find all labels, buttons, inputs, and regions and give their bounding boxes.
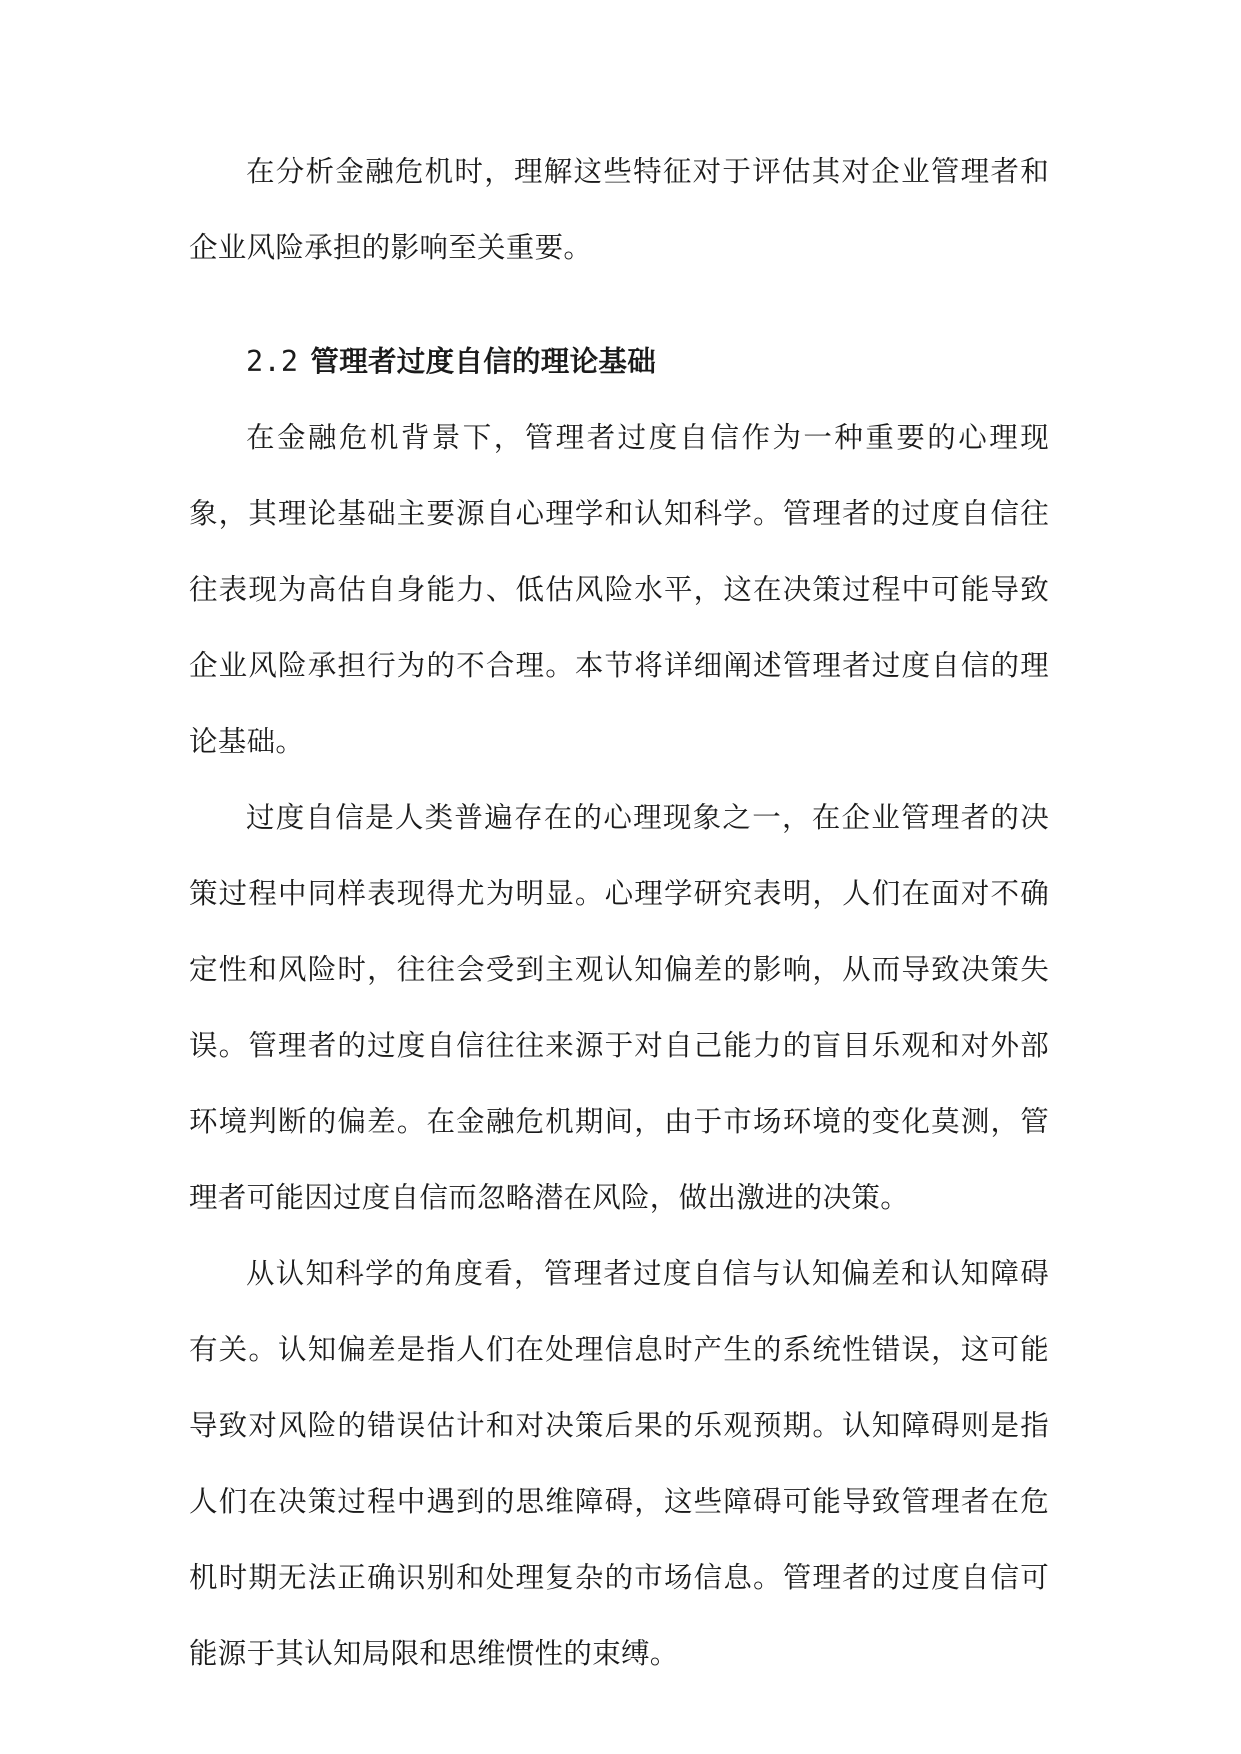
paragraph-intro: 在分析金融危机时，理解这些特征对于评估其对企业管理者和企业风险承担的影响至关重要。: [189, 155, 1049, 264]
paragraph-3: 从认知科学的角度看，管理者过度自信与认知偏差和认知障碍有关。认知偏差是指人们在处理信息时产生的系统性错误，这可能导致对风险的错误估计和对决策后果的乐观预期。认知障碍则是指人们在决策过程中遇到的思维障碍，这些障碍可能导致管理者在危机时期无法正确识别和处理复杂的市场信息。管理者的过度自信可能源于其认知局限和思维惯性的束缚。: [189, 1257, 1049, 1670]
section-title: 管理者过度自信的理论基础: [310, 345, 656, 378]
paragraph-2: 过度自信是人类普遍存在的心理现象之一，在企业管理者的决策过程中同样表现得尤为明显。心理学研究表明，人们在面对不确定性和风险时，往往会受到主观认知偏差的影响，从而导致决策失误。管理者的过度自信往往来源于对自己能力的盲目乐观和对外部环境判断的偏差。在金融危机期间，由于市场环境的变化莫测，管理者可能因过度自信而忽略潜在风险，做出激进的决策。: [189, 801, 1049, 1214]
section-number: 2.2: [246, 345, 299, 378]
paragraph-1: 在金融危机背景下，管理者过度自信作为一种重要的心理现象，其理论基础主要源自心理学和认知科学。管理者的过度自信往往表现为高估自身能力、低估风险水平，这在决策过程中可能导致企业风险承担行为的不合理。本节将详细阐述管理者过度自信的理论基础。: [189, 421, 1049, 758]
section-heading: [189, 324, 1049, 400]
document-body: [189, 134, 1049, 1692]
